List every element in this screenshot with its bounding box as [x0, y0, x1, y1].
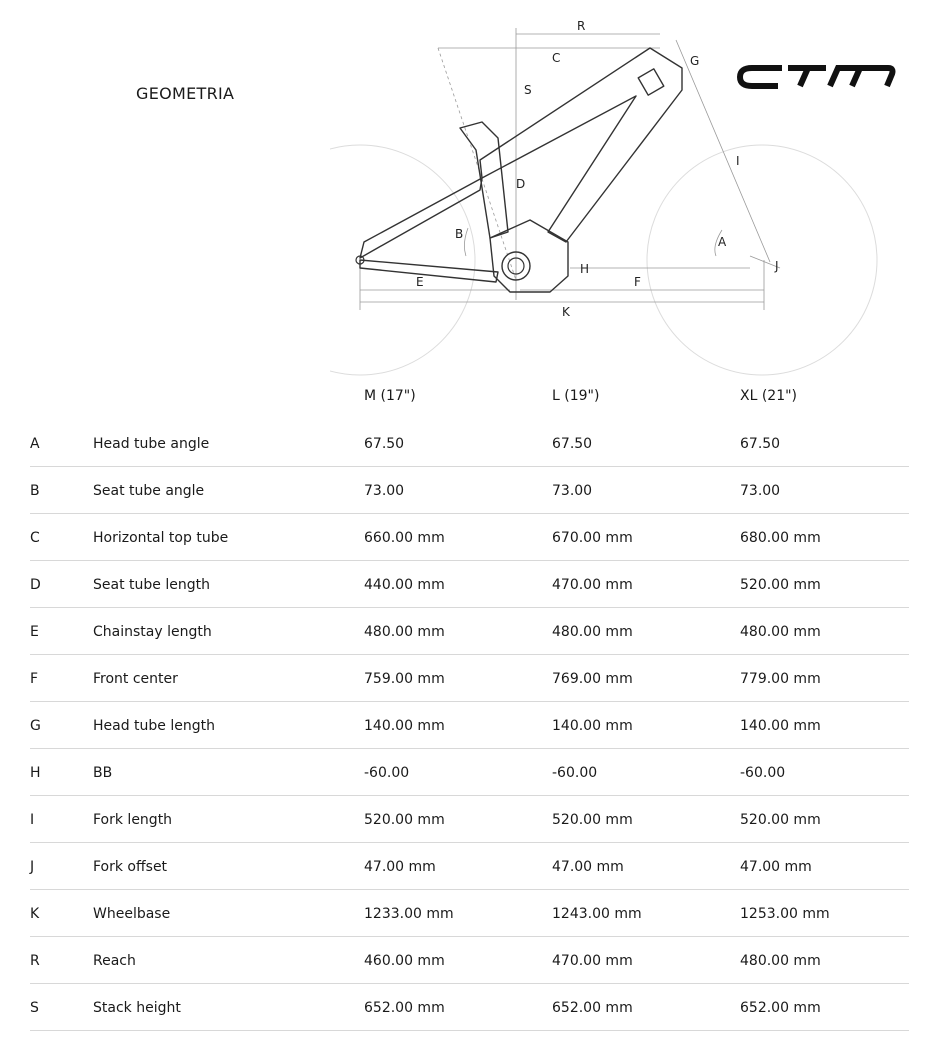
label-S: S	[524, 83, 532, 97]
value-m: 520.00 mm	[364, 812, 445, 828]
value-l: 670.00 mm	[552, 530, 633, 546]
row-name: Fork offset	[93, 859, 168, 875]
row-name: Horizontal top tube	[93, 530, 229, 546]
value-l: 47.00 mm	[552, 859, 624, 875]
row-letter: K	[30, 906, 40, 922]
rear-wheel	[330, 145, 475, 375]
label-G: G	[690, 54, 700, 68]
row-name: Head tube length	[93, 718, 215, 734]
value-m: 440.00 mm	[364, 577, 445, 593]
row-name: Seat tube length	[93, 577, 210, 593]
value-xl: 520.00 mm	[740, 577, 821, 593]
table-row	[30, 608, 909, 655]
row-letter: E	[30, 624, 39, 640]
row-letter: S	[30, 1000, 39, 1016]
row-letter: A	[30, 436, 40, 452]
row-letter: C	[30, 530, 40, 546]
row-name: Reach	[93, 953, 136, 969]
label-E: E	[416, 275, 424, 289]
label-I: I	[736, 154, 740, 168]
label-F: F	[634, 275, 641, 289]
col-header-xl: XL (21")	[740, 388, 798, 404]
label-B: B	[455, 227, 464, 241]
col-header-l: L (19")	[552, 388, 600, 404]
table-row	[30, 843, 909, 890]
label-A: A	[718, 235, 727, 249]
label-C: C	[552, 51, 561, 65]
front-wheel	[647, 145, 877, 375]
row-letter: F	[30, 671, 39, 687]
page-title: GEOMETRIA	[136, 84, 235, 103]
value-xl: 779.00 mm	[740, 671, 821, 687]
value-m: 460.00 mm	[364, 953, 445, 969]
value-l: 769.00 mm	[552, 671, 633, 687]
value-xl: 480.00 mm	[740, 624, 821, 640]
value-xl: 652.00 mm	[740, 1000, 821, 1016]
row-name: Front center	[93, 671, 178, 687]
row-name: Stack height	[93, 1000, 181, 1016]
row-name: BB	[93, 765, 113, 781]
value-m: 140.00 mm	[364, 718, 445, 734]
col-header-m: M (17")	[364, 388, 416, 404]
table-row	[30, 796, 909, 843]
value-l: 470.00 mm	[552, 953, 633, 969]
row-name: Wheelbase	[93, 906, 171, 922]
label-R: R	[577, 19, 586, 33]
bike-geometry-diagram	[330, 10, 890, 380]
value-xl: 140.00 mm	[740, 718, 821, 734]
table-row	[30, 984, 909, 1031]
value-l: 480.00 mm	[552, 624, 633, 640]
row-letter: B	[30, 483, 40, 499]
value-m: 759.00 mm	[364, 671, 445, 687]
label-J: J	[775, 259, 779, 273]
value-m: -60.00	[364, 765, 410, 781]
row-letter: I	[30, 812, 35, 828]
table-row	[30, 514, 909, 561]
geometry-table	[30, 374, 909, 1031]
value-xl: 47.00 mm	[740, 859, 812, 875]
row-name: Seat tube angle	[93, 483, 205, 499]
row-letter: G	[30, 718, 41, 734]
value-m: 1233.00 mm	[364, 906, 454, 922]
value-m: 480.00 mm	[364, 624, 445, 640]
table-row	[30, 420, 909, 467]
table-row	[30, 561, 909, 608]
row-name: Fork length	[93, 812, 173, 828]
table-row	[30, 890, 909, 937]
value-xl: 520.00 mm	[740, 812, 821, 828]
value-m: 47.00 mm	[364, 859, 436, 875]
value-l: 140.00 mm	[552, 718, 633, 734]
label-D: D	[516, 177, 526, 191]
label-H: H	[580, 262, 590, 276]
value-l: 73.00	[552, 483, 593, 499]
value-l: 652.00 mm	[552, 1000, 633, 1016]
value-l: -60.00	[552, 765, 598, 781]
value-m: 660.00 mm	[364, 530, 445, 546]
value-l: 67.50	[552, 436, 593, 452]
row-name: Head tube angle	[93, 436, 210, 452]
value-xl: -60.00	[740, 765, 786, 781]
value-xl: 73.00	[740, 483, 781, 499]
row-name: Chainstay length	[93, 624, 212, 640]
row-letter: R	[30, 953, 40, 969]
value-l: 520.00 mm	[552, 812, 633, 828]
table-row	[30, 749, 909, 796]
value-m: 652.00 mm	[364, 1000, 445, 1016]
value-xl: 680.00 mm	[740, 530, 821, 546]
value-xl: 67.50	[740, 436, 781, 452]
label-K: K	[562, 305, 570, 319]
table-row	[30, 937, 909, 984]
row-letter: D	[30, 577, 41, 593]
table-row	[30, 655, 909, 702]
row-letter: H	[30, 765, 41, 781]
row-letter: J	[30, 859, 35, 875]
value-l: 470.00 mm	[552, 577, 633, 593]
table-header	[30, 374, 909, 420]
value-m: 67.50	[364, 436, 405, 452]
value-l: 1243.00 mm	[552, 906, 642, 922]
value-m: 73.00	[364, 483, 405, 499]
value-xl: 480.00 mm	[740, 953, 821, 969]
value-xl: 1253.00 mm	[740, 906, 830, 922]
table-row	[30, 702, 909, 749]
table-row	[30, 467, 909, 514]
